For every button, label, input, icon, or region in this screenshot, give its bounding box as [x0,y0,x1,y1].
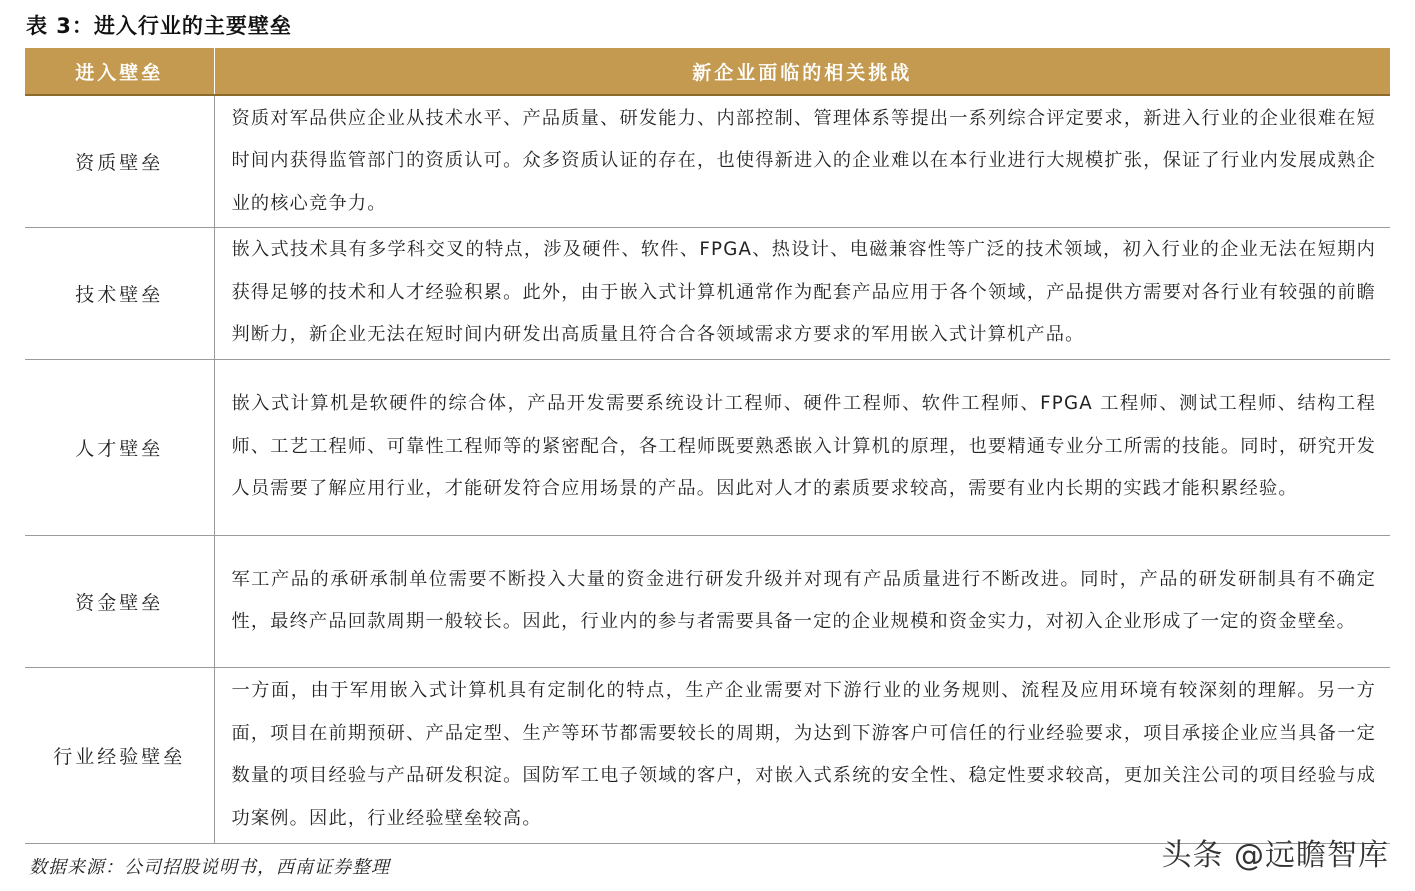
barrier-name: 人才壁垒 [25,359,214,535]
barrier-name: 资质壁垒 [25,95,214,227]
header-challenges: 新企业面临的相关挑战 [214,48,1390,95]
header-barrier: 进入壁垒 [25,48,214,95]
barrier-description: 资质对军品供应企业从技术水平、产品质量、研发能力、内部控制、管理体系等提出一系列综合评定要求，新进入行业的企业很难在短时间内获得监管部门的资质认可。众多资质认证的存在，也使得新进入的企业难以在本行业进行大规模扩张，保证了行业内发展成熟企业的核心竞争力。 [214,95,1390,227]
table-row [25,359,1390,535]
table-row [25,227,1390,359]
table-header-row [25,48,1390,95]
watermark: 头条 @远瞻智库 [1161,838,1389,873]
table-row [25,667,1390,843]
barrier-description: 一方面，由于军用嵌入式计算机具有定制化的特点，生产企业需要对下游行业的业务规则、流程及应用环境有较深刻的理解。另一方面，项目在前期预研、产品定型、生产等环节都需要较长的周期，为达到下游客户可信任的行业经验要求，项目承接企业应当具备一定数量的项目经验与产品研发积淀。国防军工电子领域的客户，对嵌入式系统的安全性、稳定性要求较高，更加关注公司的项目经验与成功案例。因此，行业经验壁垒较高。 [214,667,1390,843]
table-row [25,95,1390,227]
barrier-name: 技术壁垒 [25,227,214,359]
barrier-description: 嵌入式技术具有多学科交叉的特点，涉及硬件、软件、FPGA、热设计、电磁兼容性等广泛的技术领域，初入行业的企业无法在短期内获得足够的技术和人才经验积累。此外，由于嵌入式计算机通常作为配套产品应用于各个领域，产品提供方需要对各行业有较强的前瞻判断力，新企业无法在短时间内研发出高质量且符合合各领域需求方要求的军用嵌入式计算机产品。 [214,227,1390,359]
barriers-table [25,48,1390,844]
source-note: 数据来源：公司招股说明书，西南证券整理 [29,857,390,878]
barrier-name: 行业经验壁垒 [25,667,214,843]
barrier-description: 军工产品的承研承制单位需要不断投入大量的资金进行研发升级并对现有产品质量进行不断改进。同时，产品的研发研制具有不确定性，最终产品回款周期一般较长。因此，行业内的参与者需要具备一定的企业规模和资金实力，对初入企业形成了一定的资金壁垒。 [214,535,1390,667]
barrier-name: 资金壁垒 [25,535,214,667]
table-title: 表 3：进入行业的主要壁垒 [26,14,292,38]
barrier-description: 嵌入式计算机是软硬件的综合体，产品开发需要系统设计工程师、硬件工程师、软件工程师、FPGA 工程师、测试工程师、结构工程师、工艺工程师、可靠性工程师等的紧密配合，各工程师既要熟悉嵌入计算机的原理，也要精通专业分工所需的技能。同时，研究开发人员需要了解应用行业，才能研发符合应用场景的产品。因此对人才的素质要求较高，需要有业内长期的实践才能积累经验。 [214,359,1390,535]
table-row [25,535,1390,667]
